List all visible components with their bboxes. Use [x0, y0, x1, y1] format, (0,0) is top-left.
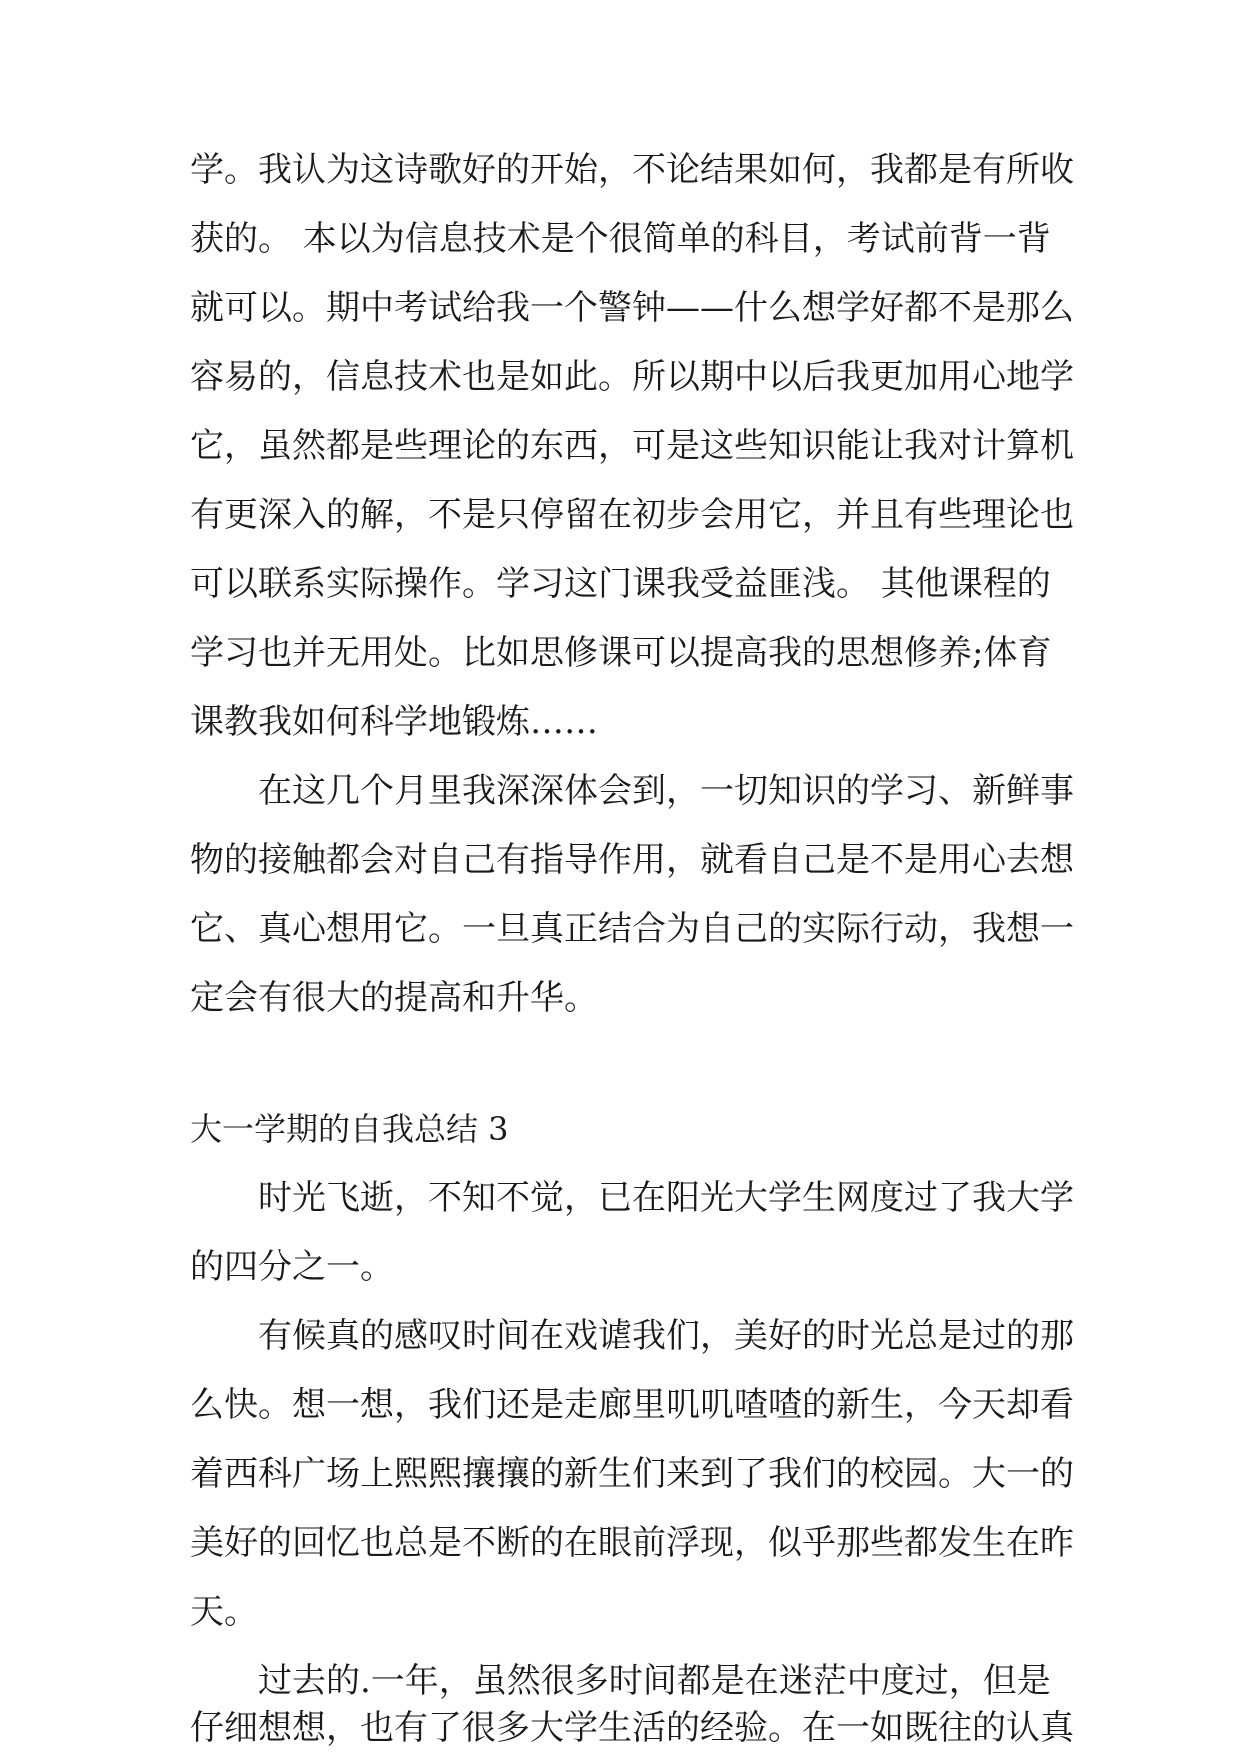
text-line-21: 天。 — [190, 1592, 258, 1632]
text-line-2: 获的。 本以为信息技术是个很简单的科目，考试前背一背 — [190, 219, 1051, 259]
text-line-11: 物的接触都会对自己有指导作用，就看自己是不是用心去想 — [190, 840, 1074, 880]
text-line-9: 课教我如何科学地锻炼…… — [190, 702, 598, 742]
text-line-4: 容易的，信息技术也是如此。所以期中以后我更加用心地学 — [190, 357, 1074, 397]
text-line-19: 着西科广场上熙熙攘攘的新生们来到了我们的校园。大一的 — [190, 1454, 1074, 1494]
text-line-10: 在这几个月里我深深体会到，一切知识的学习、新鲜事 — [258, 771, 1074, 811]
text-line-7: 可以联系实际操作。学习这门课我受益匪浅。 其他课程的 — [190, 564, 1051, 604]
text-line-16: 的四分之一。 — [190, 1247, 394, 1287]
text-line-15: 时光飞逝，不知不觉，已在阳光大学生网度过了我大学 — [258, 1178, 1074, 1218]
text-line-18: 么快。想一想，我们还是走廊里叽叽喳喳的新生，今天却看 — [190, 1385, 1074, 1425]
text-line-8: 学习也并无用处。比如思修课可以提高我的思想修养;体育 — [190, 633, 1052, 673]
text-line-13: 定会有很大的提高和升华。 — [190, 978, 598, 1018]
text-line-17: 有候真的感叹时间在戏谑我们，美好的时光总是过的那 — [258, 1316, 1074, 1356]
text-line-20: 美好的回忆也总是不断的在眼前浮现，似乎那些都发生在昨 — [190, 1523, 1074, 1563]
section-heading: 大一学期的自我总结 3 — [190, 1110, 509, 1148]
text-line-3: 就可以。期中考试给我一个警钟——什么想学好都不是那么 — [190, 288, 1074, 328]
text-line-23: 仔细想想，也有了很多大学生活的经验。在一如既往的认真 — [190, 1708, 1074, 1748]
text-line-1: 学。我认为这诗歌好的开始，不论结果如何，我都是有所收 — [190, 150, 1074, 190]
text-line-22: 过去的.一年，虽然很多时间都是在迷茫中度过，但是 — [258, 1661, 1051, 1701]
text-line-5: 它，虽然都是些理论的东西，可是这些知识能让我对计算机 — [190, 426, 1074, 466]
text-line-6: 有更深入的解，不是只停留在初步会用它，并且有些理论也 — [190, 495, 1074, 535]
text-line-12: 它、真心想用它。一旦真正结合为自己的实际行动，我想一 — [190, 909, 1074, 949]
